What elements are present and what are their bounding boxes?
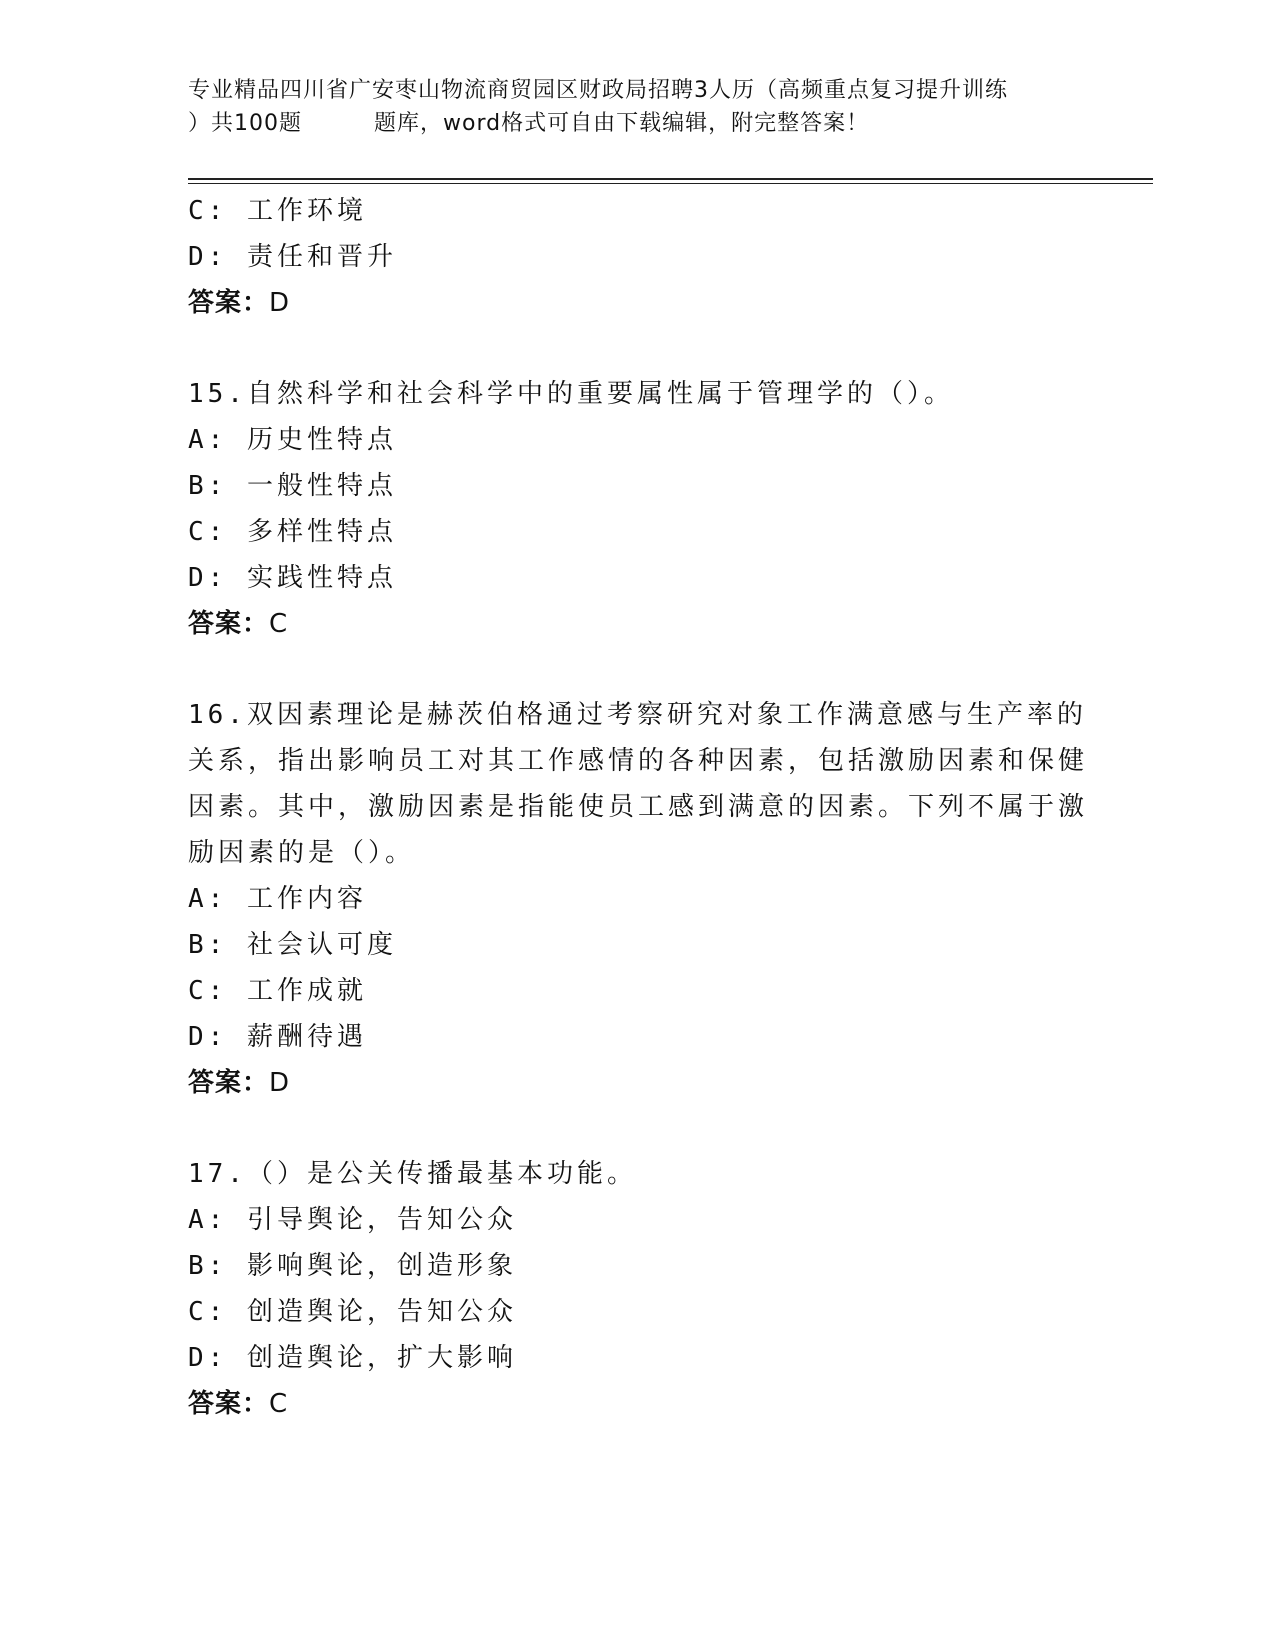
page-header bbox=[188, 74, 1088, 140]
question-stem: 17.（）是公关传播最基本功能。 bbox=[188, 1159, 637, 1189]
option-text: 责任和晋升 bbox=[246, 242, 397, 272]
answer-value: D bbox=[269, 1068, 291, 1098]
option-label: B: bbox=[188, 1251, 228, 1281]
option-text: 影响舆论，创造形象 bbox=[246, 1251, 517, 1281]
option-row bbox=[188, 1014, 1088, 1060]
answer-row bbox=[188, 1060, 1088, 1106]
answer-label: 答案： bbox=[188, 1068, 270, 1098]
answer-row bbox=[188, 280, 1088, 326]
option-text: 工作成就 bbox=[246, 976, 367, 1006]
answer-label: 答案： bbox=[188, 609, 270, 639]
question-block-16 bbox=[188, 692, 1088, 1106]
answer-label: 答案： bbox=[188, 288, 270, 318]
option-row bbox=[188, 922, 1088, 968]
option-row bbox=[188, 1197, 1088, 1243]
option-text: 工作内容 bbox=[246, 884, 367, 914]
header-divider-thick bbox=[188, 178, 1153, 180]
option-label: A: bbox=[188, 884, 228, 914]
option-text: 薪酬待遇 bbox=[246, 1022, 367, 1052]
option-label: C: bbox=[188, 1297, 228, 1327]
option-label: B: bbox=[188, 471, 228, 501]
header-line-2-right: 题库，word格式可自由下载编辑，附完整答案！ bbox=[374, 111, 870, 136]
option-row bbox=[188, 509, 1088, 555]
option-label: D: bbox=[188, 1343, 228, 1373]
option-row bbox=[188, 188, 1088, 234]
option-row bbox=[188, 1335, 1088, 1381]
option-row bbox=[188, 417, 1088, 463]
option-row bbox=[188, 1243, 1088, 1289]
option-label: A: bbox=[188, 425, 228, 455]
answer-row bbox=[188, 1381, 1088, 1427]
answer-label: 答案： bbox=[188, 1389, 270, 1419]
question-block-15 bbox=[188, 371, 1088, 647]
question-list bbox=[188, 188, 1088, 1427]
option-text: 社会认可度 bbox=[246, 930, 397, 960]
option-text: 引导舆论，告知公众 bbox=[246, 1205, 517, 1235]
option-label: D: bbox=[188, 563, 228, 593]
option-row bbox=[188, 968, 1088, 1014]
question-stem: 16.双因素理论是赫茨伯格通过考察研究对象工作满意感与生产率的关系，指出影响员工对其工作感情的各种因素，包括激励因素和保健因素。其中，激励因素是指能使员工感到满意的因素。下列不属于激励因素的是（）。 bbox=[188, 700, 1089, 868]
question-stem: 15.自然科学和社会科学中的重要属性属于管理学的（）。 bbox=[188, 379, 954, 409]
option-text: 工作环境 bbox=[246, 196, 367, 226]
header-line-1: 专业精品四川省广安枣山物流商贸园区财政局招聘3人历（高频重点复习提升训练 bbox=[188, 78, 1008, 103]
option-label: B: bbox=[188, 930, 228, 960]
option-text: 多样性特点 bbox=[246, 517, 397, 547]
question-block-17 bbox=[188, 1151, 1088, 1427]
option-row bbox=[188, 876, 1088, 922]
option-label: A: bbox=[188, 1205, 228, 1235]
option-text: 创造舆论，告知公众 bbox=[246, 1297, 517, 1327]
answer-value: D bbox=[269, 288, 291, 318]
answer-value: C bbox=[269, 1389, 289, 1419]
header-divider-thin bbox=[188, 183, 1153, 184]
option-label: C: bbox=[188, 517, 228, 547]
option-text: 创造舆论，扩大影响 bbox=[246, 1343, 517, 1373]
option-label: D: bbox=[188, 1022, 228, 1052]
option-text: 实践性特点 bbox=[246, 563, 397, 593]
question-block-14 bbox=[188, 188, 1088, 326]
option-row bbox=[188, 463, 1088, 509]
option-text: 历史性特点 bbox=[246, 425, 397, 455]
option-label: D: bbox=[188, 242, 228, 272]
answer-row bbox=[188, 601, 1088, 647]
option-label: C: bbox=[188, 976, 228, 1006]
answer-value: C bbox=[269, 609, 289, 639]
header-line-2 bbox=[188, 107, 1088, 140]
header-line-2-left: ）共100题 bbox=[188, 111, 302, 136]
option-row bbox=[188, 234, 1088, 280]
option-label: C: bbox=[188, 196, 228, 226]
option-row bbox=[188, 1289, 1088, 1335]
option-row bbox=[188, 555, 1088, 601]
option-text: 一般性特点 bbox=[246, 471, 397, 501]
